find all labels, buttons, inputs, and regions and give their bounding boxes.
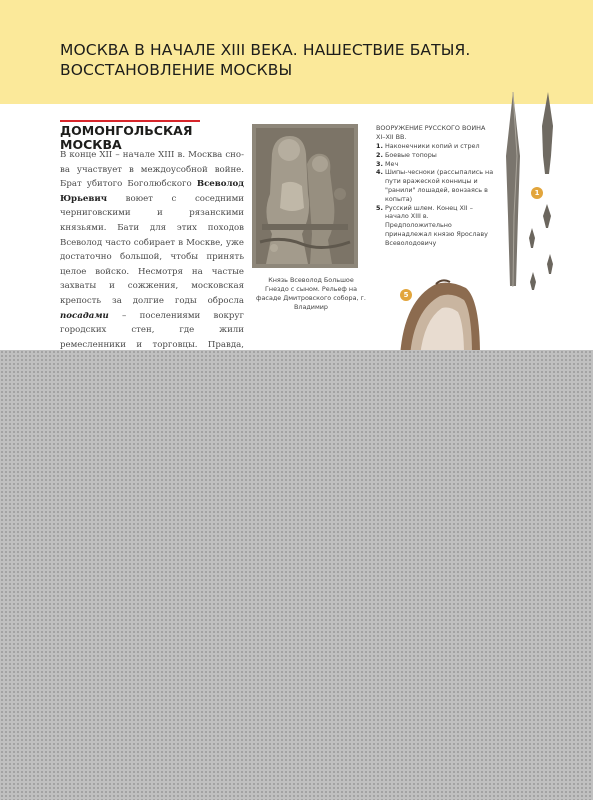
legend-badge-5: 5 — [400, 289, 412, 301]
chapter-title-line-1: МОСКВА В НАЧАЛЕ XIII ВЕКА. НАШЕСТВИЕ БАТЫЯ. — [60, 41, 471, 59]
chapter-title — [60, 40, 540, 80]
relief-photo — [252, 124, 358, 268]
article-text-2: воюет с соседними черниговскими и рязанскими князьями. Бати для этих походов Всеволод часто собирает в Москве, уже достаточно большой, чтобы принять целое войско. Несмотря на частые захваты и сожжения, московская крепость за долгие годы обросла — [60, 193, 244, 306]
relief-image — [252, 124, 358, 268]
section-title-line-1: ДОМОНГОЛЬСКАЯ — [60, 123, 193, 138]
relief-caption: Князь Всеволод Большое Гнездо с сыном. Рельеф на фасаде Дмитровского собора, г. Владимир — [256, 276, 366, 311]
article-bold-name: Всеволод Юрьевич — [60, 179, 244, 204]
chapter-title-line-2: ВОССТАНОВЛЕНИЕ МОСКВЫ — [60, 61, 293, 79]
legend-badge-1: 1 — [531, 187, 543, 199]
list-item: 4. Шипы-чесноки (рассыпались на пути вражеской конницы и "ранили" лошадей, вонзаясь в копыта) — [376, 168, 494, 203]
list-item: 3. Меч — [376, 159, 399, 168]
article-text-3: – поселениями вокруг городских стен, где жили ремесленники и торговцы. Правда, — [60, 310, 244, 350]
weapons-legend-title: ВООРУЖЕНИЕ РУССКОГО ВОИНА XI–XII ВВ. — [376, 124, 486, 141]
section-title-line-2: МОСКВА — [60, 137, 122, 152]
list-item: 1. Наконечники копий и стрел — [376, 142, 480, 150]
list-item: 2. Боевые топоры — [376, 150, 437, 159]
arrowhead-icon — [543, 204, 551, 228]
article-term-posady: посадами — [60, 310, 109, 321]
arrowhead-icon — [547, 254, 553, 274]
list-item: 5. Русский шлем. Конец XII – начало XIII в. Предположительно принадлежал князю Ярославу Всеволодовичу — [376, 203, 488, 247]
redacted-area — [0, 350, 593, 800]
helmet-icon — [400, 280, 480, 356]
arrowhead-icon — [529, 228, 535, 248]
article-text-1: В конце XII – начале XIII в. Москва сно-ва участвует в междоусобной войне. Брат убитого Боголюбского — [60, 150, 244, 190]
weapons-illustration — [380, 86, 593, 356]
spearhead-short-icon — [542, 92, 553, 174]
spearhead-long-icon — [506, 92, 520, 286]
arrowhead-icon — [530, 272, 536, 290]
